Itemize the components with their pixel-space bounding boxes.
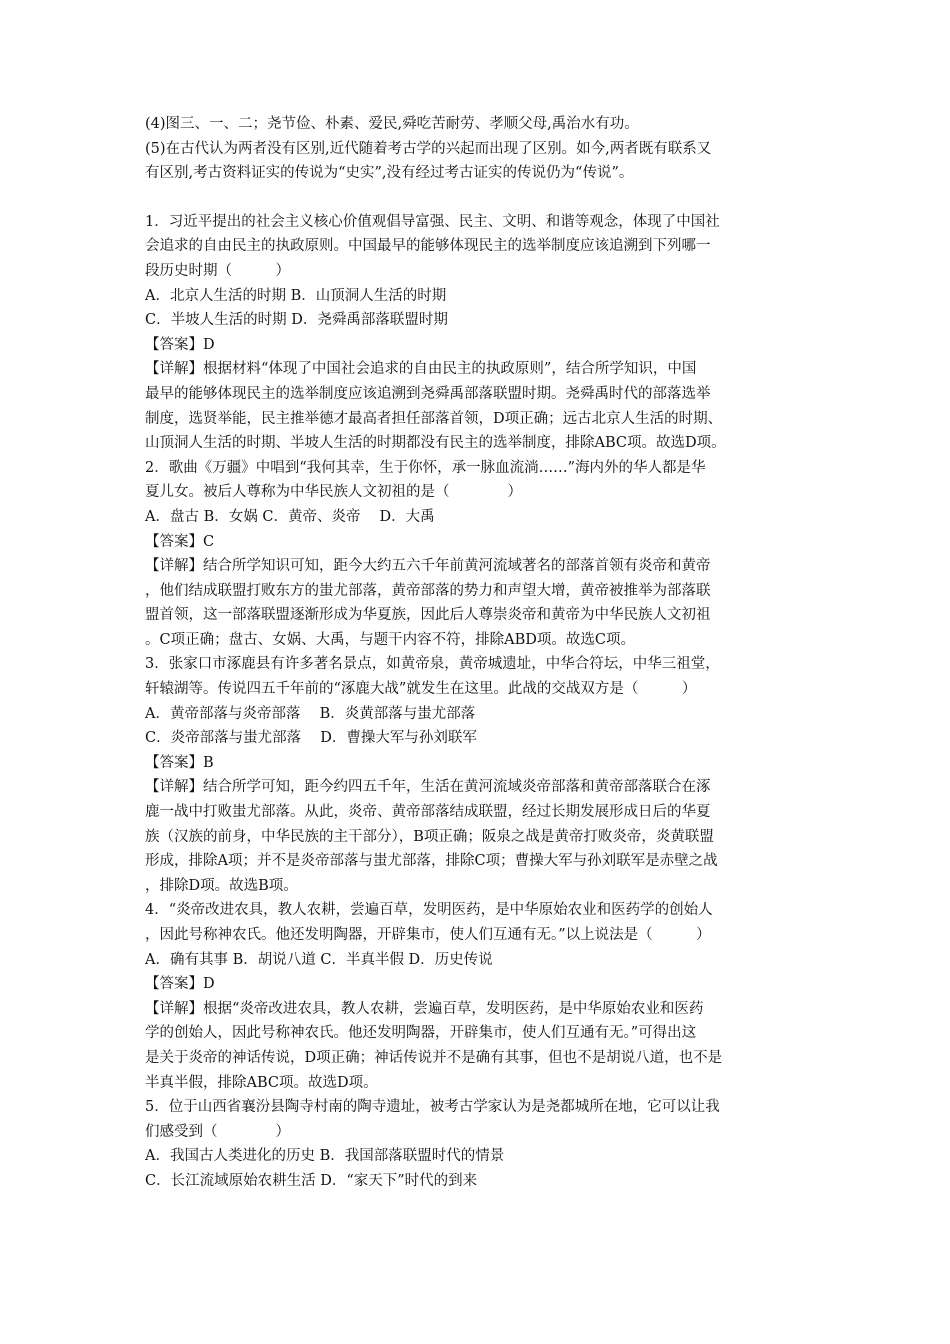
- question-line: 【详解】结合所学知识可知，距今大约五六千年前黄河流域著名的部落首领有炎帝和黄帝: [145, 558, 711, 575]
- question-2: [145, 456, 815, 653]
- question-line: 形成，排除A项；并不是炎帝部落与蚩尤部落，排除C项；曹操大军与孙刘联军是赤壁之战: [145, 853, 718, 870]
- question-3: [145, 652, 815, 898]
- intro-section: [145, 112, 815, 186]
- question-line: C．炎帝部落与蚩尤部落 D．曹操大军与孙刘联军: [145, 730, 477, 747]
- question-line: 【答案】B: [145, 754, 214, 771]
- section-gap: [145, 186, 815, 210]
- question-line: 【答案】D: [145, 336, 215, 353]
- question-line: A．北京人生活的时期 B．山顶洞人生活的时期: [145, 287, 447, 304]
- question-line: 族（汉族的前身，中华民族的主干部分），B项正确；阪泉之战是黄帝打败炎帝，炎黄联盟: [145, 828, 714, 845]
- question-line: 夏儿女。被后人尊称为中华民族人文初祖的是（ ）: [145, 484, 522, 501]
- question-line: 制度，选贤举能，民主推举德才最高者担任部落首领，D项正确；远古北京人生活的时期、: [145, 410, 723, 427]
- question-line: C．长江流域原始农耕生活 D．“家天下”时代的到来: [145, 1172, 478, 1189]
- question-5: [145, 1095, 815, 1193]
- question-line: C．半坡人生活的时期 D．尧舜禹部落联盟时期: [145, 312, 448, 329]
- question-line: 鹿一战中打败蚩尤部落。从此，炎帝、黄帝部落结成联盟，经过长期发展形成日后的华夏: [145, 804, 711, 821]
- question-1: [145, 210, 815, 456]
- question-line: 会追求的自由民主的执政原则。中国最早的能够体现民主的选举制度应该追溯到下列哪一: [145, 238, 711, 255]
- question-line: 。C项正确；盘古、女娲、大禹，与题干内容不符，排除ABD项。故选C项。: [145, 631, 635, 648]
- question-line: 【详解】根据“炎帝改进农具，教人农耕，尝遍百草，发明医药，是中华原始农业和医药: [145, 1000, 704, 1017]
- question-line: 盟首领，这一部落联盟逐渐形成为华夏族，因此后人尊崇炎帝和黄帝为中华民族人文初祖: [145, 607, 711, 624]
- question-line: A．确有其事 B．胡说八道 C．半真半假 D．历史传说: [145, 951, 493, 968]
- question-line: 4．“炎帝改进农具，教人农耕，尝遍百草，发明医药，是中华原始农业和医药学的创始人: [145, 902, 713, 919]
- intro-line: (5)在古代认为两者没有区别,近代随着考古学的兴起而出现了区别。如今,两者既有联系又: [145, 140, 712, 157]
- question-line: A．黄帝部落与炎帝部落 B．炎黄部落与蚩尤部落: [145, 705, 476, 722]
- question-4: [145, 898, 815, 1095]
- question-line: 轩辕湖等。传说四五千年前的“涿鹿大战”就发生在这里。此战的交战双方是（ ）: [145, 681, 697, 698]
- question-line: A．盘古 B．女娲 C．黄帝、炎帝 D．大禹: [145, 508, 435, 525]
- question-line: 段历史时期（ ）: [145, 262, 290, 279]
- question-line: 学的创始人，因此号称神农氏。他还发明陶器，开辟集市，使人们互通有无。”可得出这: [145, 1025, 697, 1042]
- question-line: 5．位于山西省襄汾县陶寺村南的陶寺遗址，被考古学家认为是尧都城所在地，它可以让我: [145, 1099, 720, 1116]
- question-line: 3．张家口市涿鹿县有许多著名景点，如黄帝泉，黄帝城遗址，中华合符坛，中华三祖堂，: [145, 656, 720, 673]
- question-line: 最早的能够体现民主的选举制度应该追溯到尧舜禹部落联盟时期。尧舜禹时代的部落选举: [145, 385, 711, 402]
- question-line: 半真半假，排除ABC项。故选D项。: [145, 1074, 378, 1091]
- question-line: 是关于炎帝的神话传说，D项正确；神话传说并不是确有其事，但也不是胡说八道，也不是: [145, 1049, 723, 1066]
- document-page: [145, 112, 815, 1194]
- intro-line: (4)图三、一、二；尧节俭、朴素、爱民,舜吃苦耐劳、孝顺父母,禹治水有功。: [145, 116, 639, 132]
- question-line: ，他们结成联盟打败东方的蚩尤部落，黄帝部落的势力和声望大增，黄帝被推举为部落联: [145, 582, 711, 599]
- question-list: [145, 210, 815, 1194]
- intro-line: 有区别,考古资料证实的传说为“史实”,没有经过考古证实的传说仍为“传说”。: [145, 165, 634, 182]
- question-line: ，排除D项。故选B项。: [145, 877, 298, 894]
- question-line: 【详解】根据材料“体现了中国社会追求的自由民主的执政原则”，结合所学知识，中国: [145, 361, 697, 378]
- question-line: 们感受到（ ）: [145, 1123, 290, 1140]
- question-line: ，因此号称神农氏。他还发明陶器，开辟集市，使人们互通有无。”以上说法是（ ）: [145, 927, 711, 943]
- question-line: A．我国古人类进化的历史 B．我国部落联盟时代的情景: [145, 1148, 505, 1165]
- question-line: 【答案】C: [145, 533, 215, 550]
- question-line: 【答案】D: [145, 976, 215, 993]
- question-line: 2．歌曲《万疆》中唱到“我何其幸，生于你怀，承一脉血流淌……”海内外的华人都是华: [145, 459, 706, 476]
- question-line: 【详解】结合所学可知，距今约四五千年，生活在黄河流域炎帝部落和黄帝部落联合在涿: [145, 779, 711, 796]
- question-line: 1．习近平提出的社会主义核心价值观倡导富强、民主、文明、和谐等观念，体现了中国社: [145, 213, 720, 230]
- question-line: 山顶洞人生活的时期、半坡人生活的时期都没有民主的选举制度，排除ABC项。故选D项。: [145, 435, 726, 452]
